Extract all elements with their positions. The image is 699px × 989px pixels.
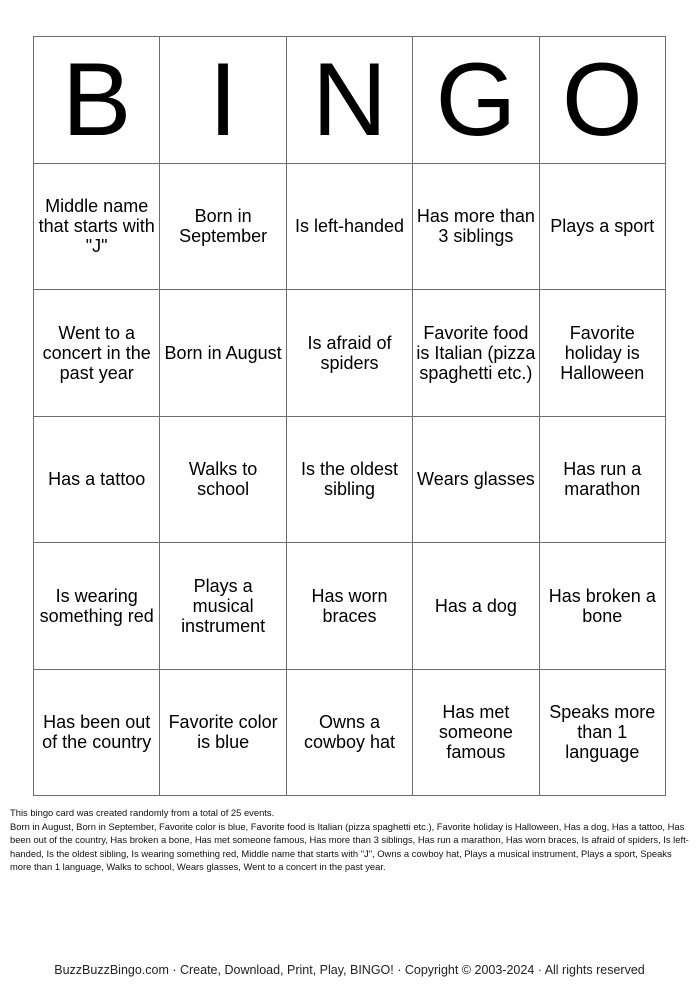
- bingo-cell: Has broken a bone: [540, 543, 666, 670]
- bingo-cell: Favorite holiday is Halloween: [540, 290, 666, 417]
- header-letter-o: O: [540, 37, 666, 164]
- bingo-cell: Favorite food is Italian (pizza spaghetti etc.): [413, 290, 539, 417]
- bingo-cell: Has run a marathon: [540, 417, 666, 544]
- bingo-cell: Has a tattoo: [34, 417, 160, 544]
- page-footer: BuzzBuzzBingo.com · Create, Download, Print, Play, BINGO! · Copyright © 2003-2024 · All rights reserved: [54, 963, 645, 977]
- header-letter-b: B: [34, 37, 160, 164]
- bingo-cell: Wears glasses: [413, 417, 539, 544]
- bingo-cell: Is left-handed: [287, 164, 413, 291]
- bingo-cell: Has worn braces: [287, 543, 413, 670]
- bingo-cell: Owns a cowboy hat: [287, 670, 413, 797]
- bingo-cell: Went to a concert in the past year: [34, 290, 160, 417]
- bingo-cell: Speaks more than 1 language: [540, 670, 666, 797]
- bingo-cell: Has met someone famous: [413, 670, 539, 797]
- bingo-cell: Plays a sport: [540, 164, 666, 291]
- header-letter-g: G: [413, 37, 539, 164]
- bingo-cell: Plays a musical instrument: [160, 543, 286, 670]
- bingo-cell: Middle name that starts with "J": [34, 164, 160, 291]
- bingo-cell: Born in August: [160, 290, 286, 417]
- bingo-cell: Walks to school: [160, 417, 286, 544]
- notes-event-list: Born in August, Born in September, Favorite color is blue, Favorite food is Italian (pizza spaghetti etc.), Favorite holiday is Halloween, Has a dog, Has a tattoo, Has been out of the country, Has broken a bone, Has met someone famous, Has more than 3 siblings, Has run a marathon, Has worn braces, Is afraid of spiders, Is left-handed, Is the oldest sibling, Is wearing something red, Middle name that starts with "J", Owns a cowboy hat, Plays a musical instrument, Plays a sport, Speaks more than 1 language, Walks to school, Wears glasses, Went to a concert in the past year.: [10, 820, 689, 872]
- notes-intro: This bingo card was created randomly from a total of 25 events.: [10, 807, 275, 818]
- bingo-cell: Is wearing something red: [34, 543, 160, 670]
- bingo-cell: Has been out of the country: [34, 670, 160, 797]
- header-letter-i: I: [160, 37, 286, 164]
- header-letter-n: N: [287, 37, 413, 164]
- bingo-cell: Is the oldest sibling: [287, 417, 413, 544]
- bingo-cell: Has more than 3 siblings: [413, 164, 539, 291]
- bingo-cell: Is afraid of spiders: [287, 290, 413, 417]
- bingo-card: [33, 36, 666, 796]
- card-notes: [10, 806, 690, 874]
- bingo-cell: Has a dog: [413, 543, 539, 670]
- bingo-cell: Favorite color is blue: [160, 670, 286, 797]
- bingo-cell: Born in September: [160, 164, 286, 291]
